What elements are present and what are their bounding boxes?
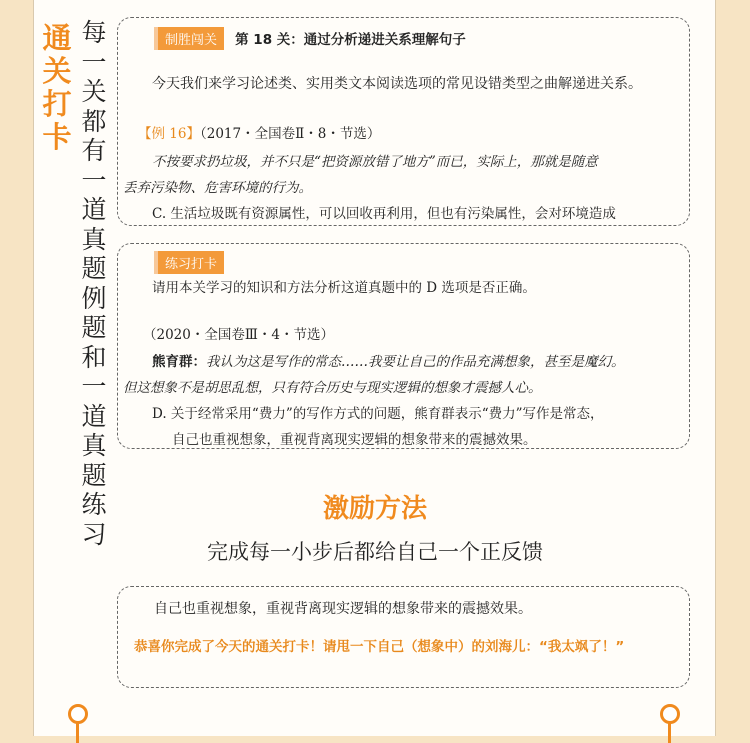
practice-box (117, 243, 690, 449)
example-label: 【例 16】 (138, 126, 200, 142)
practice-quote-1 (152, 350, 625, 370)
encourage-box (117, 586, 690, 688)
side-subtitle: 每一关都有一道真题例题和一道真题练习 (81, 18, 107, 549)
side-title: 通关打卡 (42, 21, 72, 154)
challenge-heading: 第 18 关：通过分析递进关系理解句子 (235, 32, 466, 48)
binder-ring-left (68, 704, 88, 724)
practice-tag: 练习打卡 (154, 251, 224, 274)
practice-source: （2020・全国卷Ⅲ・4・节选） (143, 327, 334, 343)
example-line-1: 不按要求扔垃圾，并不只是“把资源放错了地方”而已，实际上，那就是随意 (152, 154, 598, 170)
practice-option-d: D. 关于经常采用“费力”的写作方式的问题，熊育群表示“费力”写作是常态， (152, 406, 604, 422)
practice-line-1: 我认为这是写作的常态……我要让自己的作品充满想象，甚至是魔幻。 (206, 354, 625, 370)
speaker-name: 熊育群： (152, 354, 206, 370)
example-line-2: 丢弃污染物、危害环境的行为。 (123, 180, 312, 196)
encourage-line-2: 恭喜你完成了今天的通关打卡！请甩一下自己（想象中）的刘海儿：“我太飒了！” (134, 639, 625, 655)
motivation-subtitle: 完成每一小步后都给自己一个正反馈 (207, 540, 543, 564)
practice-intro: 请用本关学习的知识和方法分析这道真题中的 D 选项是否正确。 (152, 280, 536, 296)
motivation-title: 激励方法 (322, 494, 427, 524)
example-source: （2017・全国卷Ⅱ・8・节选） (199, 126, 381, 142)
example-option-c: C. 生活垃圾既有资源属性，可以回收再利用，但也有污染属性，会对环境造成 (152, 206, 616, 222)
binder-ring-right (660, 704, 680, 724)
encourage-line-1: 自己也重视想象，重视背离现实逻辑的想象带来的震撼效果。 (154, 601, 532, 617)
challenge-box (117, 17, 690, 226)
challenge-intro: 今天我们来学习论述类、实用类文本阅读选项的常见设错类型之曲解递进关系。 (152, 76, 642, 92)
challenge-tag: 制胜闯关 (154, 27, 224, 50)
example-header (138, 122, 380, 142)
practice-option-d-cont: 自己也重视想象，重视背离现实逻辑的想象带来的震撼效果。 (172, 432, 537, 448)
practice-line-2: 但这想象不是胡思乱想，只有符合历史与现实逻辑的想象才震撼人心。 (123, 380, 542, 396)
